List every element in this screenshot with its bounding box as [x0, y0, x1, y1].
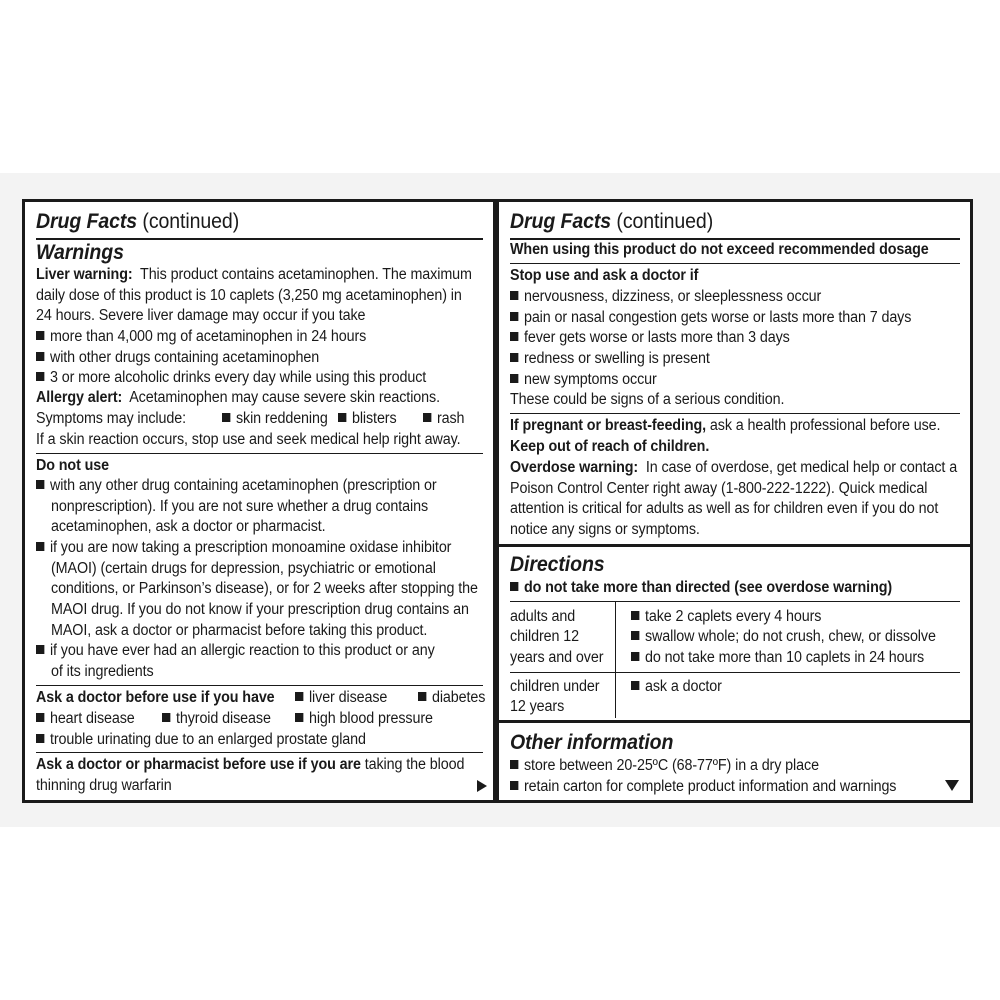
drug-facts-right-panel	[496, 199, 973, 803]
dir-row1-who: years and over	[510, 649, 604, 666]
ask-pharmacist-line: thinning drug warfarin	[36, 777, 172, 794]
bullet-square-icon	[510, 760, 518, 769]
do-not-use-item: with any other drug containing acetaminophen (prescription or	[36, 476, 437, 496]
overdose-line: notice any signs or symptoms.	[510, 521, 700, 538]
symptom-item: rash	[423, 409, 464, 429]
bullet-square-icon	[510, 582, 518, 591]
bullet-square-icon	[338, 413, 346, 422]
bullet-square-icon	[36, 352, 44, 361]
symptom-item: blisters	[338, 409, 397, 429]
bullet-square-icon	[510, 374, 518, 383]
bullet-square-icon	[418, 692, 426, 701]
do-not-use-line: acetaminophen, ask a doctor or pharmacist.	[51, 518, 326, 535]
other-info-item: store between 20-25ºC (68-77ºF) in a dry place	[510, 756, 819, 776]
stop-use-title: Stop use and ask a doctor if	[510, 267, 699, 284]
keep-out-of-reach: Keep out of reach of children.	[510, 438, 710, 455]
bullet-square-icon	[631, 652, 639, 661]
stop-use-item: fever gets worse or lasts more than 3 days	[510, 328, 790, 348]
dir-row1-who: children 12	[510, 628, 580, 645]
allergy-alert: Allergy alert: Acetaminophen may cause severe skin reactions.	[36, 389, 440, 406]
bullet-square-icon	[36, 713, 44, 722]
liver-text-line: 24 hours. Severe liver damage may occur if you take	[36, 307, 366, 324]
dir-row1-item: do not take more than 10 caplets in 24 hours	[631, 648, 924, 668]
ask-doctor-item: diabetes	[418, 688, 485, 708]
warnings-title: Warnings	[36, 241, 124, 264]
bullet-square-icon	[36, 480, 44, 489]
liver-warning: Liver warning: This product contains acetaminophen. The maximum	[36, 266, 472, 283]
overdose-line: attention is critical for adults as well as for children even if you do not	[510, 500, 939, 517]
stop-use-item: new symptoms occur	[510, 370, 657, 390]
ask-doctor-item: trouble urinating due to an enlarged prostate gland	[36, 730, 366, 750]
stop-use-item: pain or nasal congestion gets worse or lasts more than 7 days	[510, 308, 911, 328]
divider	[510, 601, 960, 602]
liver-bullet: 3 or more alcoholic drinks every day while using this product	[36, 368, 426, 388]
bullet-square-icon	[423, 413, 431, 422]
bullet-square-icon	[36, 734, 44, 743]
symptoms-intro: Symptoms may include:	[36, 410, 186, 427]
ask-doctor-item: liver disease	[295, 688, 387, 708]
bullet-square-icon	[36, 331, 44, 340]
divider	[36, 685, 483, 686]
dir-row1-who: adults and	[510, 608, 576, 625]
section-divider	[499, 720, 970, 723]
do-not-use-line: conditions, or Parkinson’s disease), or for 2 weeks after stopping the	[51, 580, 478, 597]
bullet-square-icon	[510, 781, 518, 790]
ask-pharmacist: Ask a doctor or pharmacist before use if you are taking the blood	[36, 756, 465, 773]
serious-condition: These could be signs of a serious condition.	[510, 391, 785, 408]
bullet-square-icon	[631, 631, 639, 640]
bullet-square-icon	[510, 353, 518, 362]
directions-title: Directions	[510, 553, 605, 576]
do-not-use-title: Do not use	[36, 457, 110, 474]
liver-bullet: more than 4,000 mg of acetaminophen in 24 hours	[36, 327, 366, 347]
symptom-item: skin reddening	[222, 409, 328, 429]
bullet-square-icon	[36, 542, 44, 551]
table-row-divider	[510, 672, 960, 673]
dir-row2-item: ask a doctor	[631, 677, 722, 697]
other-info-item: retain carton for complete product information and warnings	[510, 777, 896, 797]
directions-note: do not take more than directed (see overdose warning)	[510, 578, 892, 598]
ask-doctor-item: heart disease	[36, 709, 135, 729]
do-not-use-line: of its ingredients	[51, 663, 154, 680]
liver-bullet: with other drugs containing acetaminophen	[36, 348, 319, 368]
overdose-warning: Overdose warning: In case of overdose, get medical help or contact a	[510, 459, 958, 476]
bullet-square-icon	[631, 681, 639, 690]
divider	[36, 453, 483, 454]
table-column-divider	[615, 602, 616, 718]
section-divider	[499, 544, 970, 547]
divider	[510, 263, 960, 264]
divider	[36, 752, 483, 753]
do-not-use-item: if you are now taking a prescription monoamine oxidase inhibitor	[36, 538, 451, 558]
ask-doctor-item: high blood pressure	[295, 709, 433, 729]
skin-reaction: If a skin reaction occurs, stop use and seek medical help right away.	[36, 431, 461, 448]
do-not-use-line: MAOI drug. If you do not know if your prescription drug contains an	[51, 601, 469, 618]
bullet-square-icon	[36, 645, 44, 654]
pregnant-warning: If pregnant or breast-feeding, ask a health professional before use.	[510, 417, 941, 434]
do-not-use-line: nonprescription). If you are not sure whether a drug contains	[51, 498, 429, 515]
right-header: Drug Facts (continued)	[510, 210, 714, 233]
do-not-use-line: (MAOI) (certain drugs for depression, psychiatric or emotional	[51, 560, 436, 577]
overdose-line: Poison Control Center right away (1-800-222-1222). Quick medical	[510, 480, 928, 497]
stop-use-item: redness or swelling is present	[510, 349, 710, 369]
dir-row1-item: swallow whole; do not crush, chew, or dissolve	[631, 627, 936, 647]
bullet-square-icon	[36, 372, 44, 381]
do-not-use-item: if you have ever had an allergic reaction to this product or any	[36, 641, 435, 661]
bullet-square-icon	[162, 713, 170, 722]
dir-row1-item: take 2 caplets every 4 hours	[631, 607, 821, 627]
bullet-square-icon	[510, 312, 518, 321]
bullet-square-icon	[510, 332, 518, 341]
bullet-square-icon	[631, 611, 639, 620]
divider	[510, 413, 960, 414]
liver-text-line: daily dose of this product is 10 caplets (3,250 mg acetaminophen) in	[36, 287, 462, 304]
bullet-square-icon	[295, 713, 303, 722]
do-not-use-line: MAOI, ask a doctor or pharmacist before taking this product.	[51, 622, 428, 639]
other-info-title: Other information	[510, 731, 674, 754]
continue-down-arrow-icon	[945, 780, 959, 791]
bullet-square-icon	[222, 413, 230, 422]
ask-doctor-title: Ask a doctor before use if you have	[36, 689, 275, 706]
stop-use-item: nervousness, dizziness, or sleeplessness occur	[510, 287, 821, 307]
bullet-square-icon	[510, 291, 518, 300]
left-header: Drug Facts (continued)	[36, 210, 240, 233]
when-using: When using this product do not exceed recommended dosage	[510, 241, 929, 258]
bullet-square-icon	[295, 692, 303, 701]
ask-doctor-item: thyroid disease	[162, 709, 271, 729]
drug-facts-left-panel	[22, 199, 496, 803]
dir-row2-who: children under	[510, 678, 600, 695]
continue-arrow-icon	[477, 780, 487, 792]
dir-row2-who: 12 years	[510, 698, 565, 715]
